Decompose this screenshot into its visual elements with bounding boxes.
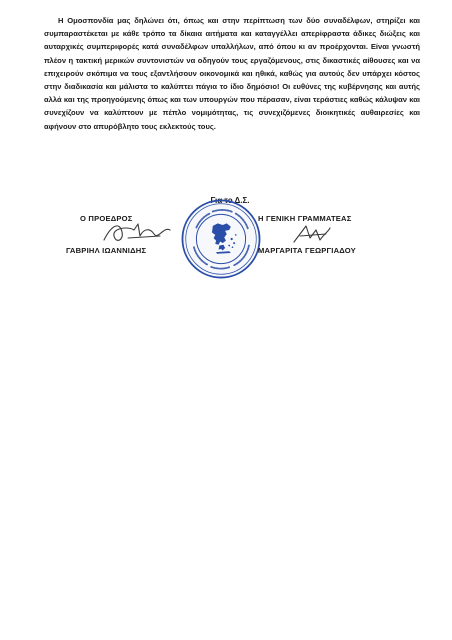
official-seal-icon xyxy=(180,198,262,280)
body-paragraph: Η Ομοσπονδία μας δηλώνει ότι, όπως και στην περίπτωση των δύο συναδέλφων, στηρίζει και συμπαραστέκεται με κάθε τρόπο τα δίκαια αιτήματα και καταγγέλλει απερίφραστα άδικες διώξεις και αυταρχικές συμπεριφορές κατά συναδέλφων υπαλλήλων, από όπου κι αν προέρχονται. Είναι γνωστή πλέον η τακτική μερικών συντονιστών να οδηγούν τους εργαζόμενους, στις δικαστικές αίθουσες και να επιχειρούν σκόπιμα να τους εξαντλήσουν οικονομικά και ηθικά, καθώς για αυτούς δεν υπάρχει κόστος στην διαδικασία και μάλιστα το καλύπτει πάγια το ίδιο δημόσιο! Οι ευθύνες της κυβέρνησης και αυτής αλλά και της προηγούμενης όπως και των υπουργών που πέρασαν, είναι τεράστιες καθώς κάλυψαν και συνεχίζουν να καλύπτουν με πέπλο νομιμότητας, τις συνεχιζόμενες διοικητικές αυθαιρεσίες και αφήνουν στο απυρόβλητο τους εκλεκτούς τους. xyxy=(44,16,420,131)
secretary-name: ΜΑΡΓΑΡΙΤΑ ΓΕΩΡΓΙΑΔΟΥ xyxy=(258,246,356,255)
secretary-signature-icon xyxy=(286,222,334,248)
president-signature-icon xyxy=(98,218,178,248)
president-name: ΓΑΒΡΙΗΛ ΙΩΑΝΝΙΔΗΣ xyxy=(66,246,147,255)
secretary-role: Η ΓΕΝΙΚΗ ΓΡΑΜΜΑΤΕΑΣ xyxy=(258,214,352,223)
signoff-line: Για το Δ.Σ. xyxy=(210,196,250,205)
president-role: Ο ΠΡΟΕΔΡΟΣ xyxy=(80,214,133,223)
